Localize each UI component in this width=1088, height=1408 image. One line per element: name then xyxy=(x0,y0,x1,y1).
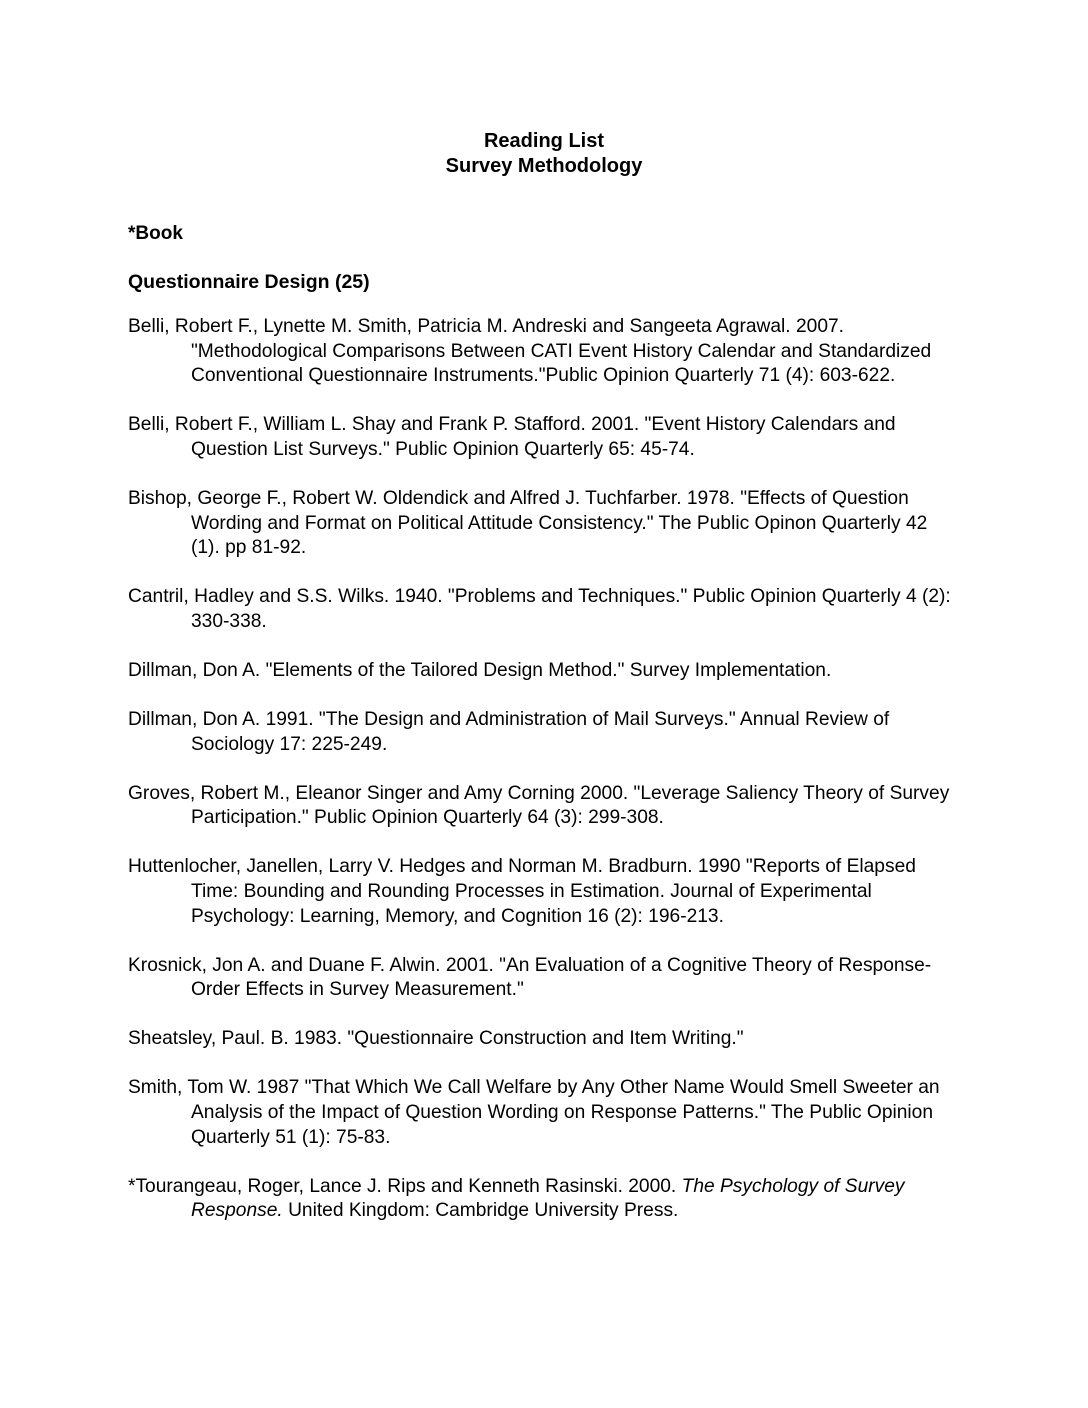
reference-item: Dillman, Don A. "Elements of the Tailored Design Method." Survey Implementation. xyxy=(128,659,832,681)
reference-item: Smith, Tom W. 1987 "That Which We Call Welfare by Any Other Name Would Smell Sweeter an Analysis of the Impact of Question Wording on Response Patterns." The Public Opinion Quarterly 51 (1): 75-83. xyxy=(128,1077,940,1148)
reference-item: Huttenlocher, Janellen, Larry V. Hedges and Norman M. Bradburn. 1990 "Reports of Elapsed Time: Bounding and Rounding Processes in Estimation. Journal of Experimental Psychology: Learning, Memory, and Cognition 16 (2): 196-213. xyxy=(128,856,916,927)
reference-authors-year: *Tourangeau, Roger, Lance J. Rips and Kenneth Rasinski. 2000. xyxy=(128,1175,682,1197)
reference-item: Sheatsley, Paul. B. 1983. "Questionnaire Construction and Item Writing." xyxy=(128,1028,744,1050)
book-legend-note: *Book xyxy=(128,223,183,244)
reference-item: Groves, Robert M., Eleanor Singer and Amy Corning 2000. "Leverage Saliency Theory of Survey Participation." Public Opinion Quarterly 64 (3): 299-308. xyxy=(128,782,950,829)
document-title xyxy=(0,129,1088,179)
reference-item: Bishop, George F., Robert W. Oldendick and Alfred J. Tuchfarber. 1978. "Effects of Question Wording and Format on Political Attitude Consistency." The Public Opinon Quarterly 42 (1). pp 81-92. xyxy=(128,487,928,559)
reference-item-book xyxy=(128,1175,960,1224)
section-heading: Questionnaire Design (25) xyxy=(128,271,370,293)
reference-book-title: The Psychology of Survey Response. xyxy=(191,1175,905,1222)
reference-list xyxy=(128,315,960,1248)
reference-item: Cantril, Hadley and S.S. Wilks. 1940. "Problems and Techniques." Public Opinion Quarterly 4 (2): 330-338. xyxy=(128,586,951,632)
title-line-1: Reading List xyxy=(483,130,604,152)
reference-item: Belli, Robert F., Lynette M. Smith, Patricia M. Andreski and Sangeeta Agrawal. 2007. "Methodological Comparisons Between CATI Event History Calendar and Standardized Conventional Questionnaire Instruments."Public Opinion Quarterly 71 (4): 603-622. xyxy=(128,316,932,387)
reference-publisher: United Kingdom: Cambridge University Press. xyxy=(282,1200,679,1222)
reference-item: Krosnick, Jon A. and Duane F. Alwin. 2001. "An Evaluation of a Cognitive Theory of Response-Order Effects in Survey Measurement." xyxy=(128,954,932,1001)
reference-item: Dillman, Don A. 1991. "The Design and Administration of Mail Surveys." Annual Review of Sociology 17: 225-249. xyxy=(128,709,890,755)
title-line-2: Survey Methodology xyxy=(445,155,643,177)
reference-item: Belli, Robert F., William L. Shay and Frank P. Stafford. 2001. "Event History Calendars and Question List Surveys." Public Opinion Quarterly 65: 45-74. xyxy=(128,414,896,460)
